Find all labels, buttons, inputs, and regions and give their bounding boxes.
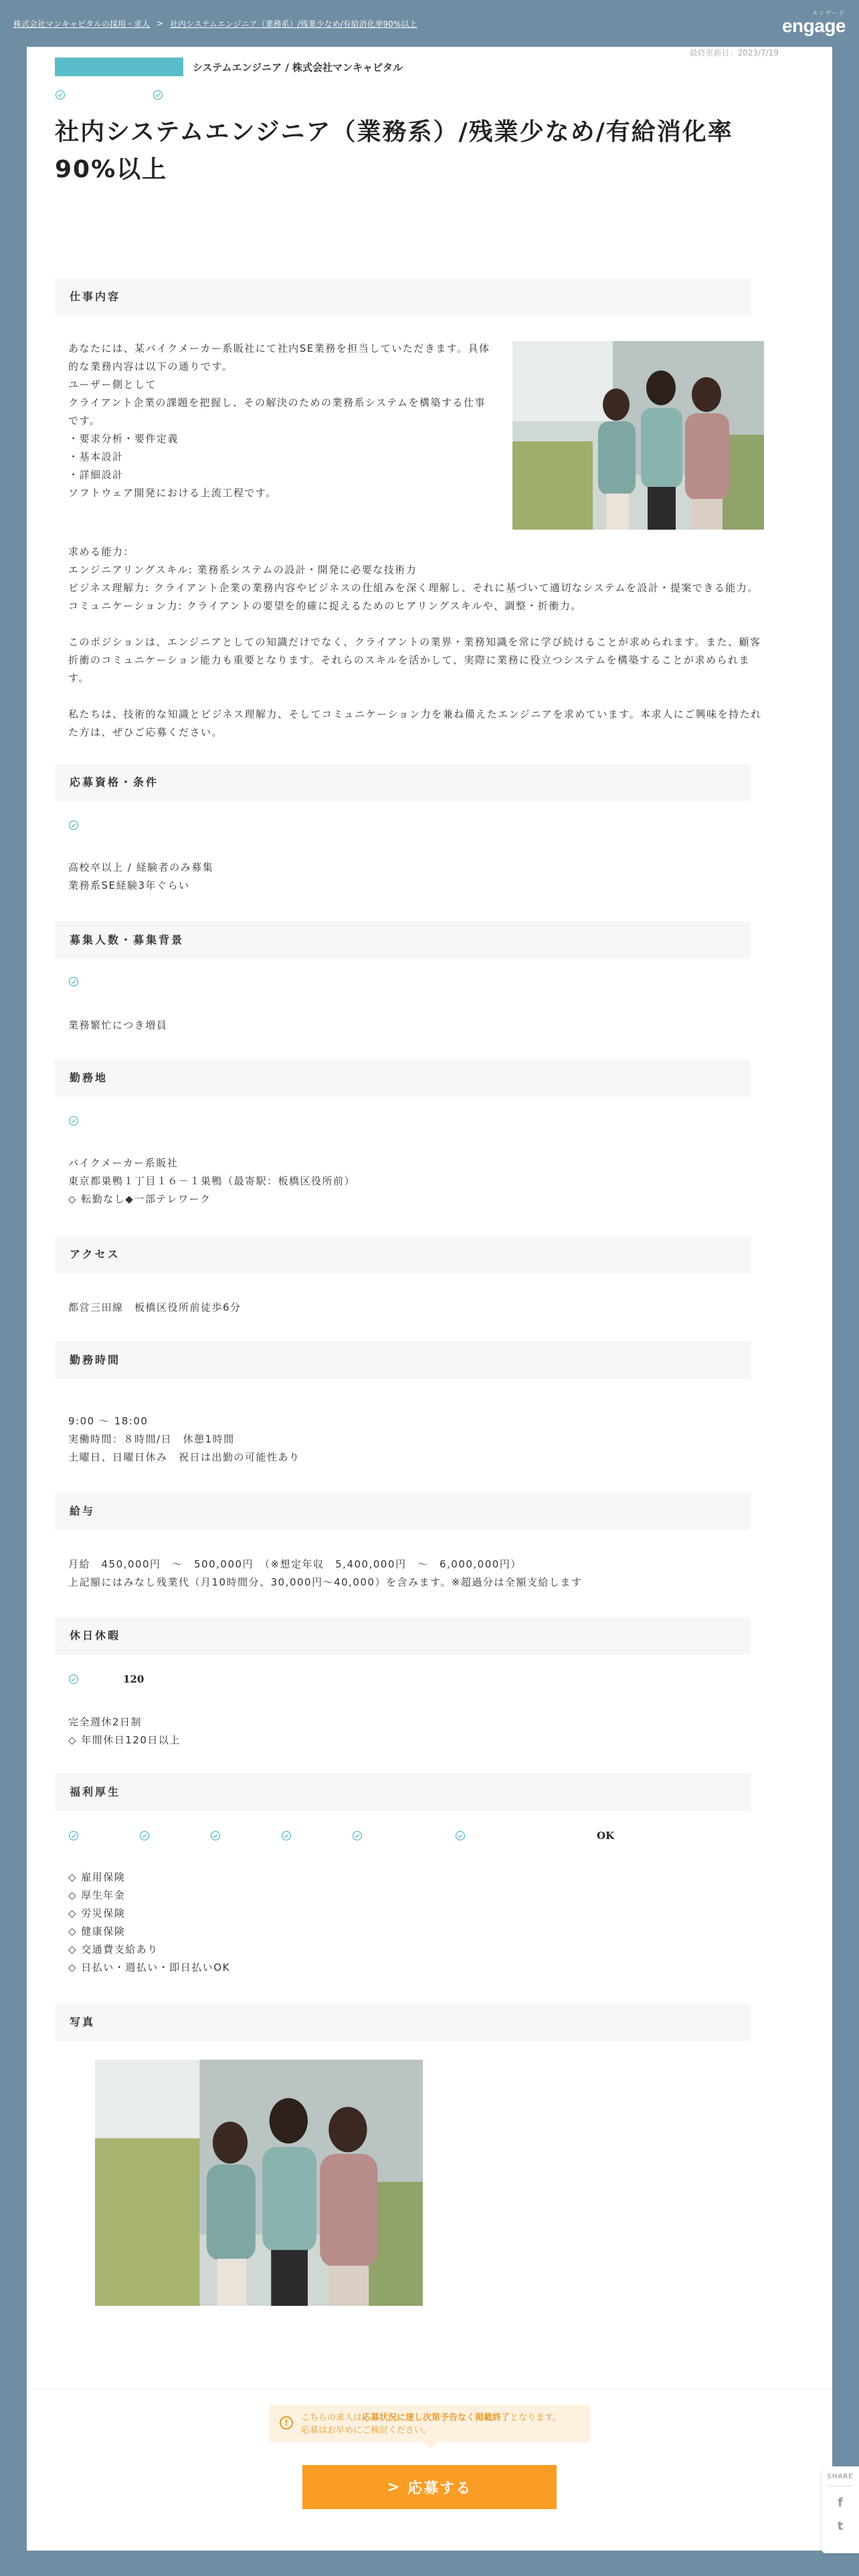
facebook-icon[interactable]: f — [838, 2496, 843, 2510]
notice-arrow — [424, 2442, 438, 2449]
work-description: あなたには、某バイクメーカー系販社にて社内SE業務を担当していただきます。具体的な業務内容は以下の通りです。 ユーザー側として クライアント企業の課題を把握し、その解決のための業務系システムを構築する仕事です。 ・要求分析・要件定義 ・基本設計 ・詳細設計 ソフトウェア開発における上流工程です。 — [68, 342, 490, 499]
welfare-text: ◇ 雇用保険 ◇ 厚生年金 ◇ 労災保険 ◇ 健康保険 ◇ 交通費支給あり ◇ 日払い・週払い・即日払いOK — [68, 1871, 230, 1973]
check-circle-icon — [68, 1115, 79, 1126]
job-title: 社内システムエンジニア（業務系）/残業少なめ/有給消化率90%以上 — [55, 118, 733, 183]
hours-text: 9:00 〜 18:00 実働時間：８時間/日 休憩1時間 土曜日、日曜日休み 祝日は出勤の可能性あり — [68, 1415, 300, 1463]
breadcrumb-current[interactable]: 社内システムエンジニア（業務系）/残業少なめ/有給消化率90%以上 — [170, 19, 417, 29]
logo-word: engage — [781, 15, 846, 36]
check-circle-icon — [153, 90, 163, 100]
work-requirements: 求める能力： エンジニアリングスキル: 業務系システムの設計・開発に必要な技術力 ビジネス理解力: クライアント企業の業務内容やビジネスの仕組みを深く理解し、それに基づいて適切なシステムを設計・提案できる能力。 コミュニケーション力: クライアントの要望を的確に捉えるためのヒアリングスキルや、調整・折衝力。 このポジションは、エンジニアとしての知識だけでなく、クライアントの業界・業務知識を常に学び続けることが求められます。また、顧客折衝のコミュニケーション能力も重要となります。それらのスキルを活かして、実際に業務に役立つシステムを構築することが求められます。 私たちは、技術的な知識とビジネス理解力、そしてコミュニケーション力を兼ね備えたエンジニアを求めています。本求人にご興味を持たれた方は、ぜひご応募ください。 — [68, 546, 762, 738]
recruit-text: 業務繁忙につき増員 — [68, 1019, 168, 1031]
holiday-text: 完全週休2日制 ◇ 年間休日120日以上 — [68, 1716, 181, 1746]
engage-logo[interactable] — [782, 9, 846, 35]
location-text: バイクメーカー系販社 東京都巣鴨１丁目１６－１巣鴨（最寄駅：板橋区役所前） ◇ 転勤なし◆一部テレワーク — [68, 1157, 356, 1205]
breadcrumb — [13, 18, 417, 29]
chevron-right-icon: > — [387, 2478, 401, 2496]
check-circle-icon — [210, 1830, 221, 1841]
twitter-icon[interactable]: t — [837, 2519, 844, 2533]
section-heading-salary: 給与 — [55, 1493, 751, 1530]
breadcrumb-company-link[interactable]: 株式会社マンキャピタルの採用・求人 — [13, 19, 151, 29]
notice-line-2: 応募はお早めにご検討ください。 — [301, 2426, 432, 2436]
section-heading-access: アクセス — [55, 1236, 751, 1273]
holiday-badge: 120 — [123, 1673, 145, 1685]
section-heading-photos: 写真 — [55, 2004, 751, 2041]
logo-ruby: エンゲージ — [812, 10, 846, 16]
welfare-badge: OK — [597, 1830, 615, 1842]
work-photo — [512, 341, 764, 530]
section-heading-qualification: 応募資格・条件 — [55, 764, 751, 801]
company-row — [55, 58, 403, 76]
section-heading-location: 勤務地 — [55, 1059, 751, 1097]
notice-post: となります。 — [510, 2413, 561, 2423]
section-heading-work: 仕事内容 — [55, 278, 751, 316]
check-circle-icon — [68, 820, 79, 831]
check-circle-icon — [68, 1674, 79, 1685]
company-logo-bar — [55, 58, 183, 76]
share-panel — [822, 2466, 859, 2553]
check-circle-icon — [281, 1830, 292, 1841]
recruit-tags — [68, 976, 79, 987]
apply-button[interactable] — [302, 2465, 557, 2509]
qualification-tags — [68, 820, 79, 831]
notice-bold: 応募状況に達し次第予告なく掲載終了 — [362, 2413, 510, 2423]
notice-pre: こちらの求人は — [301, 2413, 363, 2423]
check-circle-icon — [455, 1830, 466, 1841]
holiday-tags — [68, 1673, 144, 1685]
check-circle-icon — [68, 976, 79, 987]
chevron-right-icon: > — [157, 19, 164, 28]
welfare-tags — [68, 1830, 614, 1842]
share-label: SHARE — [827, 2473, 854, 2480]
apply-label: 応募する — [407, 2480, 472, 2497]
location-tags — [68, 1115, 79, 1126]
access-text: 都営三田線 板橋区役所前徒歩6分 — [68, 1301, 242, 1313]
section-heading-hours: 勤務時間 — [55, 1341, 751, 1379]
closing-notice — [269, 2405, 590, 2442]
top-bar — [0, 0, 859, 47]
check-circle-icon — [55, 90, 66, 100]
section-heading-holiday: 休日休暇 — [55, 1617, 751, 1654]
section-heading-recruit: 募集人数・募集背景 — [55, 922, 751, 959]
notice-line-1 — [301, 2411, 579, 2424]
check-circle-icon — [139, 1830, 150, 1841]
section-heading-welfare: 福利厚生 — [55, 1774, 751, 1811]
salary-text: 月給 450,000円 〜 500,000円 （※想定年収 5,400,000円 〜 6,000,000円） 上記額にはみなし残業代（月10時間分、30,000円〜40,000）を含みます。※超過分は全額支給します — [68, 1558, 583, 1588]
feature-tags — [55, 90, 163, 100]
last-updated: 最終更新日：2023/7/19 — [689, 48, 779, 58]
company-name: システムエンジニア / 株式会社マンキャピタル — [193, 61, 403, 74]
warning-icon: ! — [280, 2416, 293, 2430]
check-circle-icon — [352, 1830, 363, 1841]
check-circle-icon — [68, 1830, 79, 1841]
gallery-photo[interactable] — [95, 2060, 423, 2306]
qualification-text: 高校卒以上 / 経験者のみ募集 業務系SE経験3年ぐらい — [68, 861, 214, 891]
